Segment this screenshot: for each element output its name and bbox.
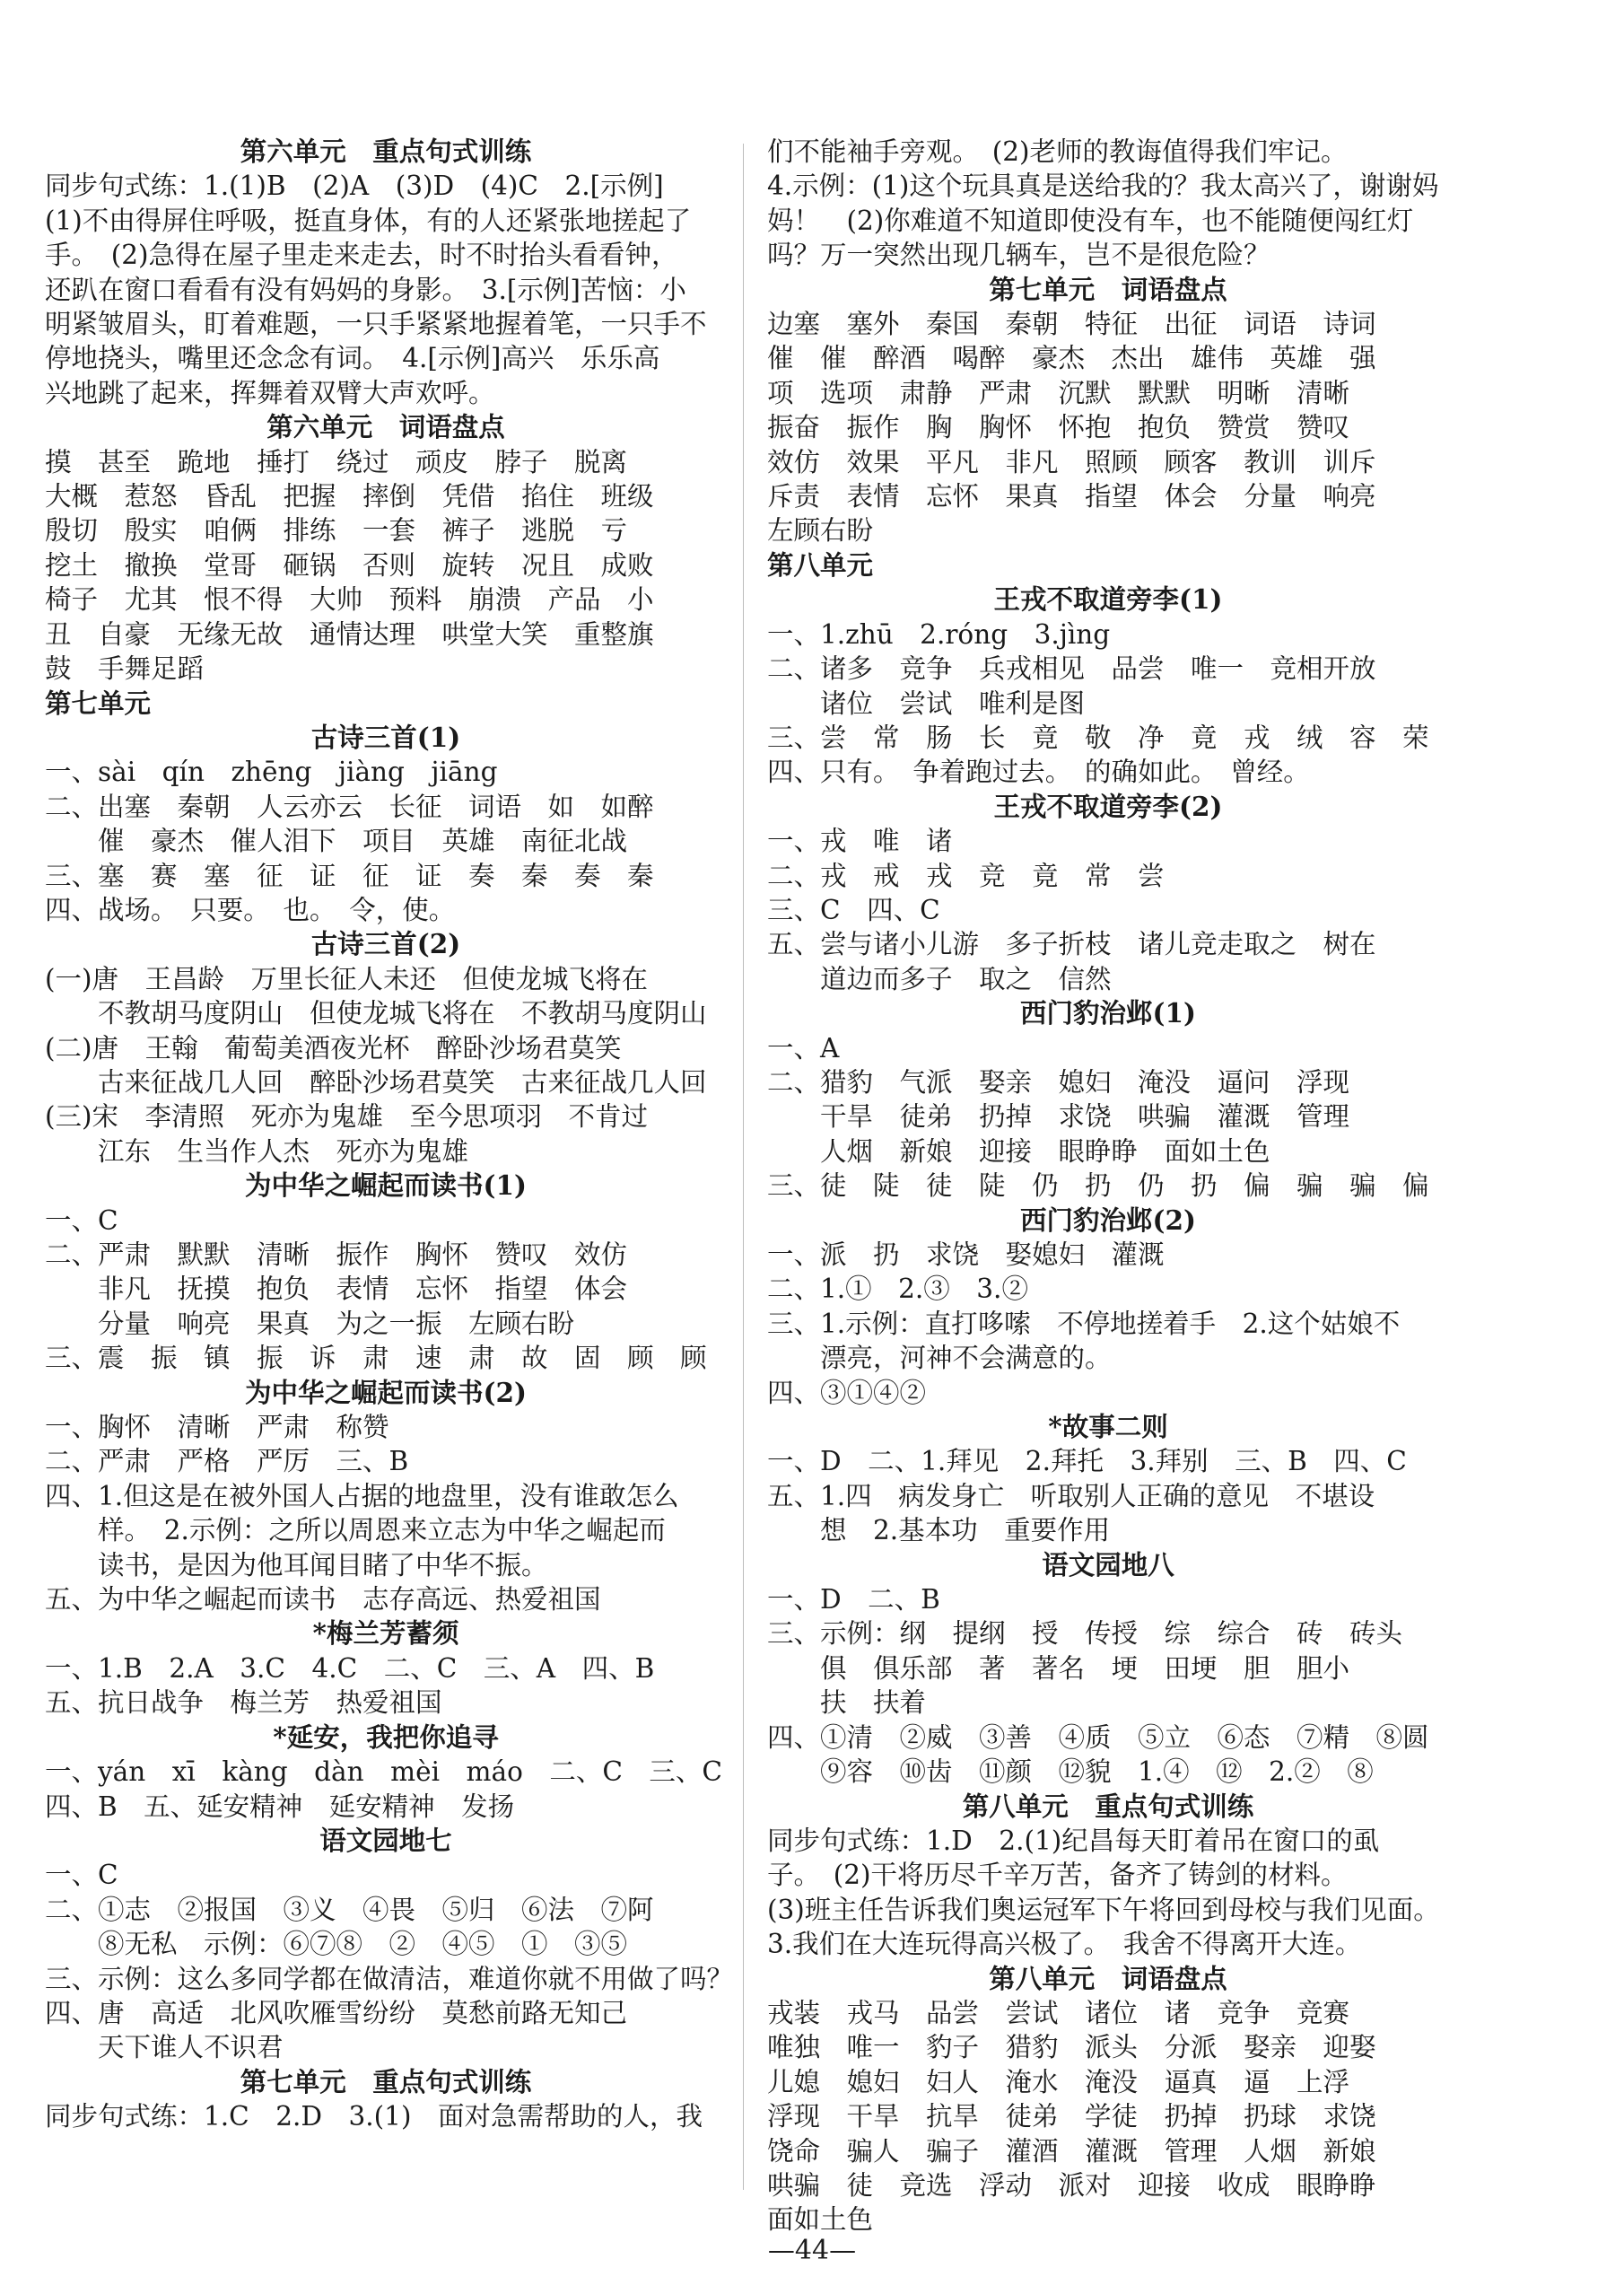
answer-line: 不教胡马度阴山 但使龙城飞将在 不教胡马度阴山 <box>45 998 707 1029</box>
section-heading: 第七单元 重点句式训练 <box>240 2065 532 2097</box>
answer-line: 二、戎 戒 戎 竞 竟 常 尝 <box>767 860 1165 891</box>
answer-line: 停地挠头，嘴里还念念有词。 4.[示例]高兴 乐乐高 <box>45 343 660 374</box>
section-heading: 第六单元 重点句式训练 <box>240 136 532 167</box>
answer-line: 天下谁人不识君 <box>45 2032 284 2063</box>
answer-line: (三)宋 李清照 死亦为鬼雄 至今思项羽 不肯过 <box>45 1101 649 1133</box>
answer-line: 俱 俱乐部 著 著名 埂 田埂 胆 胆小 <box>767 1652 1350 1684</box>
right-column <box>767 135 1449 2237</box>
left-column <box>45 135 734 2134</box>
answer-line: 同步句式练：1.D 2.(1)纪昌每天盯着吊在窗口的虱 <box>767 1825 1380 1856</box>
answer-line: 丑 自豪 无缘无故 通情达理 哄堂大笑 重整旗 <box>45 618 654 650</box>
answer-line: 们不能袖手旁观。 (2)老师的教诲值得我们牢记。 <box>767 136 1348 167</box>
answer-line: 催 豪杰 催人泪下 项目 英雄 南征北战 <box>45 826 628 857</box>
answer-line: 一、D 二、B <box>767 1584 940 1615</box>
answer-line: 五、为中华之崛起而读书 志存高远、热爱祖国 <box>45 1584 601 1615</box>
answer-line: 唯独 唯一 豹子 猎豹 派头 分派 娶亲 迎娶 <box>767 2032 1376 2063</box>
answer-line: 妈！ (2)你难道不知道即使没有车，也不能随便闯红灯 <box>767 205 1414 236</box>
answer-line: 三、C 四、C <box>767 894 940 925</box>
answer-line: 面如土色 <box>767 2204 874 2236</box>
answer-line: 一、D 二、1.拜见 2.拜托 3.拜别 三、B 四、C <box>767 1446 1407 1477</box>
section-heading: 语文园地七 <box>319 1824 452 1856</box>
answer-line: 明紧皱眉头，盯着难题，一只手紧紧地握着笔，一只手不 <box>45 309 707 340</box>
section-heading: 第六单元 词语盘点 <box>266 411 505 443</box>
answer-line: 五、尝与诸小儿游 多子折枝 诸儿竞走取之 树在 <box>767 929 1376 960</box>
answer-line: 四、1.但这是在被外国人占据的地盘里，没有谁敢怎么 <box>45 1480 679 1511</box>
answer-line: 浮现 干旱 抗旱 徒弟 学徒 扔掉 扔球 求饶 <box>767 2101 1376 2132</box>
answer-line: 五、抗日战争 梅兰芳 热爱祖国 <box>45 1687 442 1719</box>
answer-line: 二、严肃 严格 严厉 三、B <box>45 1446 409 1477</box>
answer-line: 想 2.基本功 重要作用 <box>767 1515 1111 1546</box>
answer-line: 同步句式练：1.(1)B (2)A (3)D (4)C 2.[示例] <box>45 171 664 202</box>
answer-line: 4.示例：(1)这个玩具真是送给我的？我太高兴了，谢谢妈 <box>767 171 1439 202</box>
answer-line: (一)唐 王昌龄 万里长征人未还 但使龙城飞将在 <box>45 963 649 994</box>
section-heading: 为中华之崛起而读书(2) <box>245 1376 527 1408</box>
answer-line: 古来征战几人回 醉卧沙场君莫笑 古来征战几人回 <box>45 1066 707 1098</box>
answer-line: 非凡 抚摸 抱负 表情 忘怀 指望 体会 <box>45 1274 628 1305</box>
answer-line: 四、B 五、延安精神 延安精神 发扬 <box>45 1791 515 1822</box>
answer-line: 三、塞 赛 塞 征 证 征 证 奏 秦 奏 秦 <box>45 860 654 891</box>
answer-line: 四、只有。 争着跑过去。 的确如此。 曾经。 <box>767 757 1310 788</box>
answer-line: 鼓 手舞足蹈 <box>45 653 205 685</box>
answer-line: 三、示例：纲 提纲 授 传授 综 综合 砖 砖头 <box>767 1618 1403 1650</box>
answer-line: 二、①志 ②报国 ③义 ④畏 ⑤归 ⑥法 ⑦阿 <box>45 1894 654 1925</box>
answer-line: 三、1.示例：直打哆嗦 不停地搓着手 2.这个姑娘不 <box>767 1308 1401 1339</box>
section-heading: 语文园地八 <box>1042 1548 1174 1580</box>
column-divider <box>743 144 744 2190</box>
answer-line: 二、诸多 竞争 兵戎相见 品尝 唯一 竞相开放 <box>767 653 1376 685</box>
answer-line: 催 催 醉酒 喝醉 豪杰 杰出 雄伟 英雄 强 <box>767 343 1376 374</box>
answer-line: 二、出塞 秦朝 人云亦云 长征 词语 如 如醉 <box>45 791 654 822</box>
answer-line: 3.我们在大连玩得高兴极了。 我舍不得离开大连。 <box>767 1929 1362 1960</box>
answer-line: 挖土 撤换 堂哥 砸锅 否则 旋转 况且 成败 <box>45 549 654 581</box>
answer-line: 读书，是因为他耳闻目睹了中华不振。 <box>45 1549 548 1580</box>
answer-line: 效仿 效果 平凡 非凡 照顾 顾客 教训 训斥 <box>767 446 1376 477</box>
answer-line: 二、猎豹 气派 娶亲 媳妇 淹没 逼问 浮现 <box>767 1066 1350 1098</box>
answer-line: 斥责 表情 忘怀 果真 指望 体会 分量 响亮 <box>767 481 1376 512</box>
answer-line: 同步句式练：1.C 2.D 3.(1) 面对急需帮助的人，我 <box>45 2101 703 2132</box>
answer-line: 振奋 振作 胸 胸怀 怀抱 抱负 赞赏 赞叹 <box>767 412 1350 443</box>
answer-line: 样。 2.示例：之所以周恩来立志为中华之崛起而 <box>45 1515 666 1546</box>
unit-heading: 第八单元 <box>767 548 874 581</box>
answer-line: ⑨容 ⑩齿 ⑪颜 ⑫貌 1.④ ⑫ 2.② ⑧ <box>767 1756 1374 1788</box>
answer-line: 漂亮，河神不会满意的。 <box>767 1343 1112 1374</box>
answer-line: 吗？万一突然出现几辆车，岂不是很危险？ <box>767 240 1270 271</box>
answer-line: 三、徒 陡 徒 陡 仍 扔 仍 扔 偏 骗 骗 偏 <box>767 1170 1429 1202</box>
answer-line: 扶 扶着 <box>767 1687 927 1719</box>
section-heading: 第八单元 重点句式训练 <box>962 1790 1254 1822</box>
section-heading: 王戎不取道旁李(1) <box>993 583 1223 616</box>
answer-line: 一、sài qín zhēng jiàng jiāng <box>45 757 498 788</box>
answer-line: 四、③①④② <box>767 1377 927 1408</box>
answer-line: 一、1.B 2.A 3.C 4.C 二、C 三、A 四、B <box>45 1652 655 1684</box>
answer-line: 戎装 戎马 品尝 尝试 诸位 诸 竞争 竞赛 <box>767 1997 1350 2028</box>
answer-line: 兴地跳了起来，挥舞着双臂大声欢呼。 <box>45 377 495 408</box>
section-heading: 为中华之崛起而读书(1) <box>245 1169 527 1202</box>
section-heading: *延安，我把你追寻 <box>273 1720 499 1753</box>
answer-line: 一、胸怀 清晰 严肃 称赞 <box>45 1412 389 1443</box>
answer-line: 一、C <box>45 1860 118 1891</box>
answer-line: (1)不由得屏住呼吸，挺直身体，有的人还紧张地搓起了 <box>45 205 692 236</box>
page-number: —44— <box>767 2235 857 2266</box>
answer-line: 项 选项 肃静 严肃 沉默 默默 明晰 清晰 <box>767 377 1350 408</box>
answer-line: 大概 惹怒 昏乱 把握 摔倒 凭借 掐住 班级 <box>45 481 654 512</box>
answer-line: 一、A <box>767 1032 840 1064</box>
answer-line: 儿媳 媳妇 妇人 淹水 淹没 逼真 逼 上浮 <box>767 2066 1350 2097</box>
answer-line: 干旱 徒弟 扔掉 求饶 哄骗 灌溉 管理 <box>767 1101 1350 1133</box>
answer-line: 三、尝 常 肠 长 竟 敬 净 竟 戎 绒 容 荣 <box>767 722 1429 753</box>
answer-line: 子。 (2)干将历尽千辛万苦，备齐了铸剑的材料。 <box>767 1860 1348 1891</box>
section-heading: 第七单元 词语盘点 <box>989 273 1227 305</box>
answer-line: 三、震 振 镇 振 诉 肃 速 肃 故 固 顾 顾 <box>45 1343 707 1374</box>
answer-line: 江东 生当作人杰 死亦为鬼雄 <box>45 1135 469 1167</box>
answer-line: 四、战场。 只要。 也。 令，使。 <box>45 894 456 925</box>
section-heading: 古诗三首(1) <box>310 721 461 753</box>
answer-line: 五、1.四 病发身亡 听取别人正确的意见 不堪设 <box>767 1480 1375 1511</box>
answer-line: 椅子 尤其 恨不得 大帅 预料 崩溃 产品 小 <box>45 584 654 616</box>
answer-line: 一、1.zhū 2.róng 3.jìng <box>767 618 1111 650</box>
answer-line: 左顾右盼 <box>767 515 874 547</box>
section-heading: 王戎不取道旁李(2) <box>993 790 1223 822</box>
answer-line: 一、C <box>45 1204 118 1236</box>
section-heading: 西门豹治邺(2) <box>1020 1204 1196 1236</box>
answer-line: 人烟 新娘 迎接 眼睁睁 面如土色 <box>767 1135 1270 1167</box>
answer-line: (3)班主任告诉我们奥运冠军下午将回到母校与我们见面。 <box>767 1894 1440 1925</box>
answer-line: 殷切 殷实 咱俩 排练 一套 裤子 逃脱 亏 <box>45 515 628 547</box>
section-heading: *故事二则 <box>1048 1411 1168 1443</box>
answer-line: 饶命 骗人 骗子 灌酒 灌溉 管理 人烟 新娘 <box>767 2135 1376 2167</box>
answer-line: 二、严肃 默默 清晰 振作 胸怀 赞叹 效仿 <box>45 1239 628 1270</box>
answer-line: 摸 甚至 跪地 捶打 绕过 顽皮 脖子 脱离 <box>45 446 628 477</box>
answer-line: 手。 (2)急得在屋子里走来走去，时不时抬头看看钟， <box>45 240 678 271</box>
answer-line: 边塞 塞外 秦国 秦朝 特征 出征 词语 诗词 <box>767 309 1376 340</box>
answer-line: 道边而多子 取之 信然 <box>767 963 1112 994</box>
section-heading: 古诗三首(2) <box>310 928 461 960</box>
answer-line: 分量 响亮 果真 为之一振 左顾右盼 <box>45 1308 575 1339</box>
answer-line: 四、唐 高适 北风吹雁雪纷纷 莫愁前路无知己 <box>45 1997 628 2028</box>
answer-line: 一、戎 唯 诸 <box>767 826 953 857</box>
answer-line: 二、1.① 2.③ 3.② <box>767 1274 1028 1305</box>
section-heading: *梅兰芳蓄须 <box>312 1617 459 1650</box>
answer-line: 还趴在窗口看看有没有妈妈的身影。 3.[示例]苦恼：小 <box>45 274 686 305</box>
answer-line: 三、示例：这么多同学都在做清洁，难道你就不用做了吗？ <box>45 1963 734 1994</box>
answer-line: 一、派 扔 求饶 娶媳妇 灌溉 <box>767 1239 1165 1270</box>
answer-line: ⑧无私 示例：⑥⑦⑧ ② ④⑤ ① ③⑤ <box>45 1929 628 1960</box>
answer-line: 哄骗 徒 竞选 浮动 派对 迎接 收成 眼睁睁 <box>767 2169 1376 2201</box>
section-heading: 西门豹治邺(1) <box>1020 997 1196 1029</box>
section-heading: 第八单元 词语盘点 <box>989 1962 1227 1994</box>
answer-line: 四、①清 ②威 ③善 ④质 ⑤立 ⑥态 ⑦精 ⑧圆 <box>767 1721 1429 1753</box>
answer-line: 诸位 尝试 唯利是图 <box>767 687 1086 719</box>
answer-line: (二)唐 王翰 葡萄美酒夜光杯 醉卧沙场君莫笑 <box>45 1032 622 1064</box>
unit-heading: 第七单元 <box>45 687 152 719</box>
answer-line: 一、yán xī kàng dàn mèi máo 二、C 三、C <box>45 1756 722 1788</box>
